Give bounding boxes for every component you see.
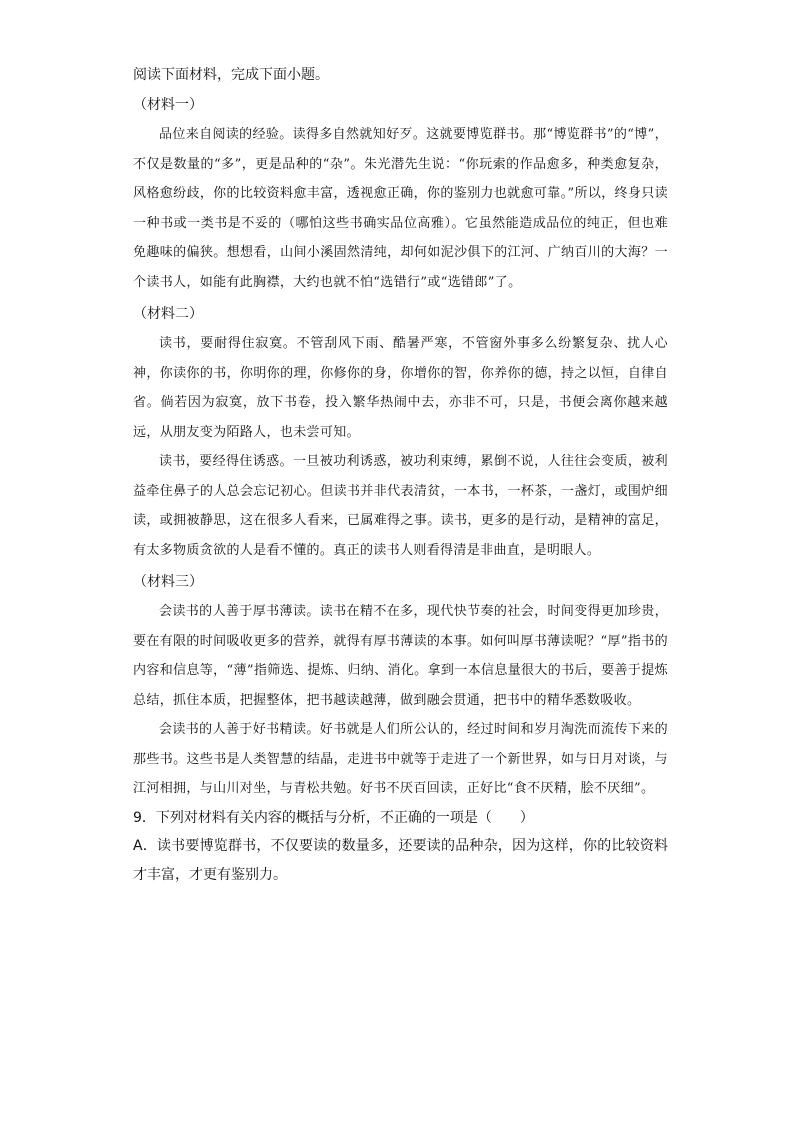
- question-stem: 9．下列对材料有关内容的概括与分析，不正确的一项是（ ）: [133, 809, 534, 826]
- question-option-a: A．读书要博览群书，不仅要读的数量多，还要读的品种杂，因为这样，你的比较资料才丰富，才更有鉴别力。: [133, 837, 668, 883]
- material-paragraph: 读书，要耐得住寂寞。不管刮风下雨、酷暑严寒，不管窗外事多么纷繁复杂、扰人心神，你读你的书，你明你的理，你修你的身，你增你的智，你养你的德，持之以恒，自律自省。倘若因为寂寞，放下书卷，投入繁华热闹中去，亦非不可，只是，书便会离你越来越远，从朋友变为陌路人，也未尝可知。: [133, 336, 668, 440]
- material-one: [133, 92, 668, 297]
- material-two: [133, 301, 668, 565]
- material-label: （材料一）: [133, 97, 203, 113]
- material-paragraph: 会读书的人善于好书精读。好书就是人们所公认的，经过时间和岁月淘洗而流传下来的那些书。这些书是人类智慧的结晶，走进书中就等于走进了一个新世界，如与日月对谈，与江河相拥，与山川对坐，与青松共勉。好书不厌百回读，正好比“食不厌精，脍不厌细”。: [133, 722, 668, 796]
- material-paragraph: 品位来自阅读的经验。读得多自然就知好歹。这就要博览群书。那“博览群书”的“博”，不仅是数量的“多”，更是品种的“杂”。朱光潜先生说：“你玩索的作品愈多，种类愈复杂，风格愈纷歧，你的比较资料愈丰富，透视愈正确，你的鉴别力也就愈可靠。”所以，终身只读一种书或一类书是不妥的（哪怕这些书确实品位高雅）。它虽然能造成品位的纯正，但也难免趣味的偏狭。想想看，山间小溪固然清纯，却何如泥沙俱下的江河、广纳百川的大海？一个读书人，如能有此胸襟，大约也就不怕“选错行”或“选错郎”了。: [133, 127, 668, 290]
- material-label: （材料三）: [133, 574, 203, 590]
- material-paragraph: 读书，要经得住诱惑。一旦被功利诱惑，被功利束缚，累倒不说，人往往会变质，被利益牵住鼻子的人总会忘记初心。但读书并非代表清贫，一本书，一杯茶，一盏灯，或围炉细读，或拥被静思，这在很多人看来，已属难得之事。读书，更多的是行动，是精神的富足，有太多物质贪欲的人是看不懂的。真正的读书人则看得清是非曲直，是明眼人。: [133, 454, 668, 558]
- instruction-text: 阅读下面材料，完成下面小题。: [133, 67, 329, 83]
- material-paragraph: 会读书的人善于厚书薄读。读书在精不在多，现代快节奏的社会，时间变得更加珍贵，要在有限的时间吸收更多的营养，就得有厚书薄读的本事。如何叫厚书薄读呢？“厚”指书的内容和信息等，“薄”指筛选、提炼、归纳、消化。拿到一本信息量很大的书后，要善于提炼总结，抓住本质，把握整体，把书越读越薄，做到融会贯通，把书中的精华悉数吸收。: [133, 604, 668, 708]
- material-three: [133, 569, 668, 804]
- question-block: [133, 804, 668, 890]
- material-label: （材料二）: [133, 306, 203, 322]
- document-content: [133, 62, 668, 890]
